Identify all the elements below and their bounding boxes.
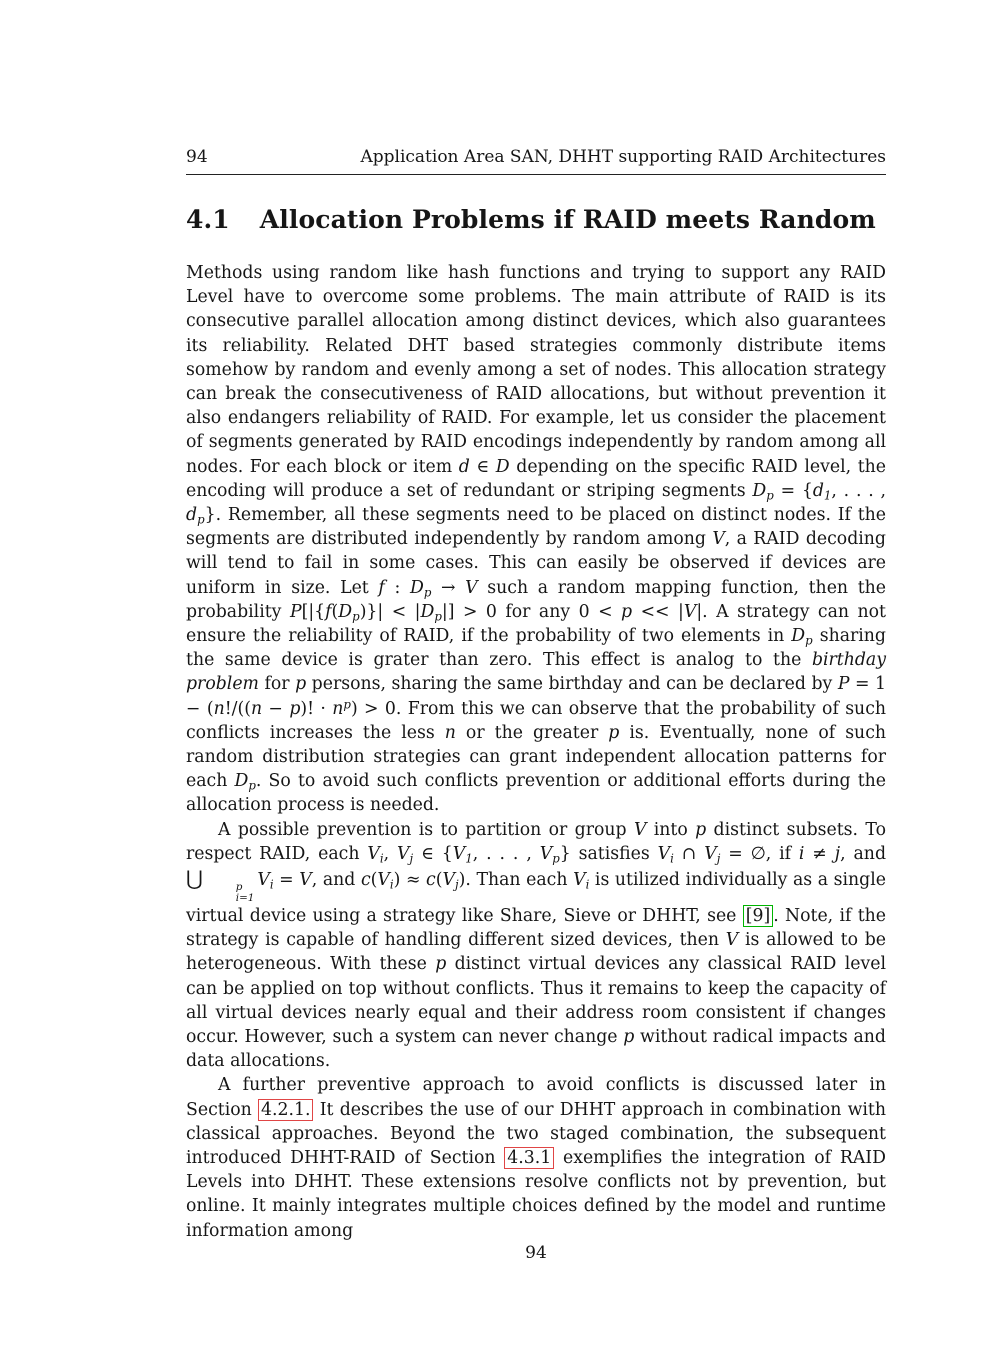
math-variable: V [539,843,553,864]
running-title: Application Area SAN, DHHT supporting RAID Architectures [360,147,886,167]
math-variable: V [452,843,466,864]
math-variable: D [791,626,806,647]
math-superscript: p [343,697,351,712]
math-subscript: p [766,488,774,503]
math-variable: D [234,771,249,792]
math-variable: V [377,870,390,891]
math-variable: V [367,843,380,864]
math-subscript: p [552,851,560,866]
math-variable: P [289,601,302,622]
math-variable: V [633,819,647,840]
header-page-number: 94 [186,147,208,167]
math-variable: V [465,577,478,598]
math-variable: D [338,601,353,622]
math-subscript: p [352,609,360,624]
math-variable: p [623,1027,635,1048]
math-variable: D [752,480,767,501]
math-subscript: i [389,877,394,892]
math-variable: V [257,870,270,891]
math-variable: p [621,601,633,622]
math-variable: f [378,577,385,598]
paragraph: A further preventive approach to avoid conflicts is discussed later in Section 4.2.1. It describes the use of our DHHT approach in combination with classical approaches. Beyond the two staged combination, the subsequent introduced DHHT-RAID of Section 4.3.1 exemplifies the integration of RAID Levels into DHHT. These extensions resolve conflicts not by prevention, but online. It mainly integrates multiple choices defined by the model and runtime information among [186,1075,887,1241]
math-variable: V [573,870,586,891]
math-variable: d [812,480,824,501]
page-header [186,147,886,175]
math-subscript: p [197,512,205,527]
math-variable: P [837,674,850,695]
math-variable: V [299,870,312,891]
math-subscript: j [454,877,459,892]
math-variable: V [397,843,410,864]
math-variable: p [289,698,301,719]
math-variable: c [426,870,436,891]
math-variable: V [725,930,739,951]
math-subscript: j [716,851,721,866]
math-variable: i [798,843,805,864]
paragraph: Methods using random like hash functions and trying to support any RAID Level have to overcome some problems. The main attribute of RAID is its consecutive parallel allocation among distinct devices, which also guarantees its reliability. Related DHT based strategies commonly distribute items somehow by random and evenly among a set of nodes. This allocation strategy can break the consecutiveness of RAID allocations, but without prevention it also endangers reliability of RAID. For example, let us consider the placement of segments generated by RAID encodings independently by random among all nodes. For each block or item d ∈ D depending on the specific RAID level, the encoding will produce a set of redundant or striping segments $D_p = \{d_1$, . . . , $d_p$}. Remember, all these segments need to be placed on distinct nodes. If the segments are distributed independently by random among V, a RAID decoding will tend to fail in some cases. This can easily be observed if devices are uniform in size. Let f : $D_p \to V$ such a random mapping function, then the probability $P[|\{f(D_p)\}| < |D_p|] > 0$ for any 0 < p << |V|. A strategy can not ensure the reliability of RAID, if the probability of two elements in $D_p$ sharing the same device is grater than zero. This effect is analog to the birthday problem for p persons, sharing the same birthday and can be declared by P = 1 − (n!/((n − p)! · $n^p) > 0$. From this we can observe that the probability of such conflicts increases the less n or the greater p is. Eventually, none of such random distribution strategies can grant independent allocation patterns for each $D_p$. So to avoid such conflicts prevention or additional efforts during the allocation process is needed. [186,263,887,816]
math-subscript: p [805,633,813,648]
math-variable: d [458,456,470,477]
math-variable: d [186,505,198,526]
math-subscript: p [434,609,442,624]
math-subscript: i [269,877,274,892]
math-variable: p [435,954,447,975]
math-variable: n [332,698,344,719]
math-subscript: j [409,851,414,866]
math-variable: n [444,722,456,743]
math-variable: V [704,843,717,864]
body-text [186,261,886,1243]
math-variable: V [712,529,725,550]
citation-link-9[interactable]: [9] [743,905,773,927]
math-variable: p [295,674,307,695]
math-subscript: 1 [823,488,832,503]
math-subscript: i [585,877,590,892]
section-link-4-3-1[interactable]: 4.3.1 [504,1147,554,1169]
emphasized-text: birthday problem [186,650,886,695]
math-variable: V [683,601,697,622]
math-variable: f [325,601,332,622]
section-title: Allocation Problems if RAID meets Random [259,205,876,234]
math-variable: V [442,870,455,891]
section-heading [186,205,886,234]
math-variable: D [409,577,424,598]
math-variable: c [360,870,371,891]
math-subscript: i [670,851,674,866]
math-variable: V [657,843,671,864]
math-subscript: p [423,585,432,600]
big-union-operator: ⋃ p i=1 [186,866,255,905]
math-variable: j [834,843,841,864]
math-subscript: i [379,851,384,866]
math-variable: p [608,722,620,743]
math-variable: D [420,601,435,622]
math-subscript: p [248,778,256,793]
section-link-4-2-1[interactable]: 4.2.1. [258,1099,313,1121]
section-number: 4.1 [186,205,230,234]
paragraph: A possible prevention is to partition or group V into p distinct subsets. To respect RAID, each $V_i$, $V_j$ ∈ {$V_1$, . . . , $V_p$} satisfies $V_i$ ∩ $V_j$ = ∅, if i ≠ j, and ⋃ p i=1 $V_i = V$, and $c(V_i) \approx c(V_j)$. Than each $V_i$ is utilized individually as a single virtual device using a strategy like Share, Sieve or DHHT, see [9] . Note, if the strategy is capable of handling different sized devices, then V is allowed to be heterogeneous. With these p distinct virtual devices any classical RAID level can be applied on top without conflicts. Thus it remains to keep the capacity of all virtual devices nearly equal and their address room consistent if changes occur. However, such a system can never change p without radical impacts and data allocations. [186,819,887,1072]
page-footer [186,1243,886,1347]
math-variable: n [213,698,225,719]
math-subscript: 1 [465,851,473,866]
math-variable: p [695,819,707,840]
math-variable: n [250,698,263,719]
footer-page-number: 94 [525,1242,547,1263]
math-variable: D [495,456,510,477]
